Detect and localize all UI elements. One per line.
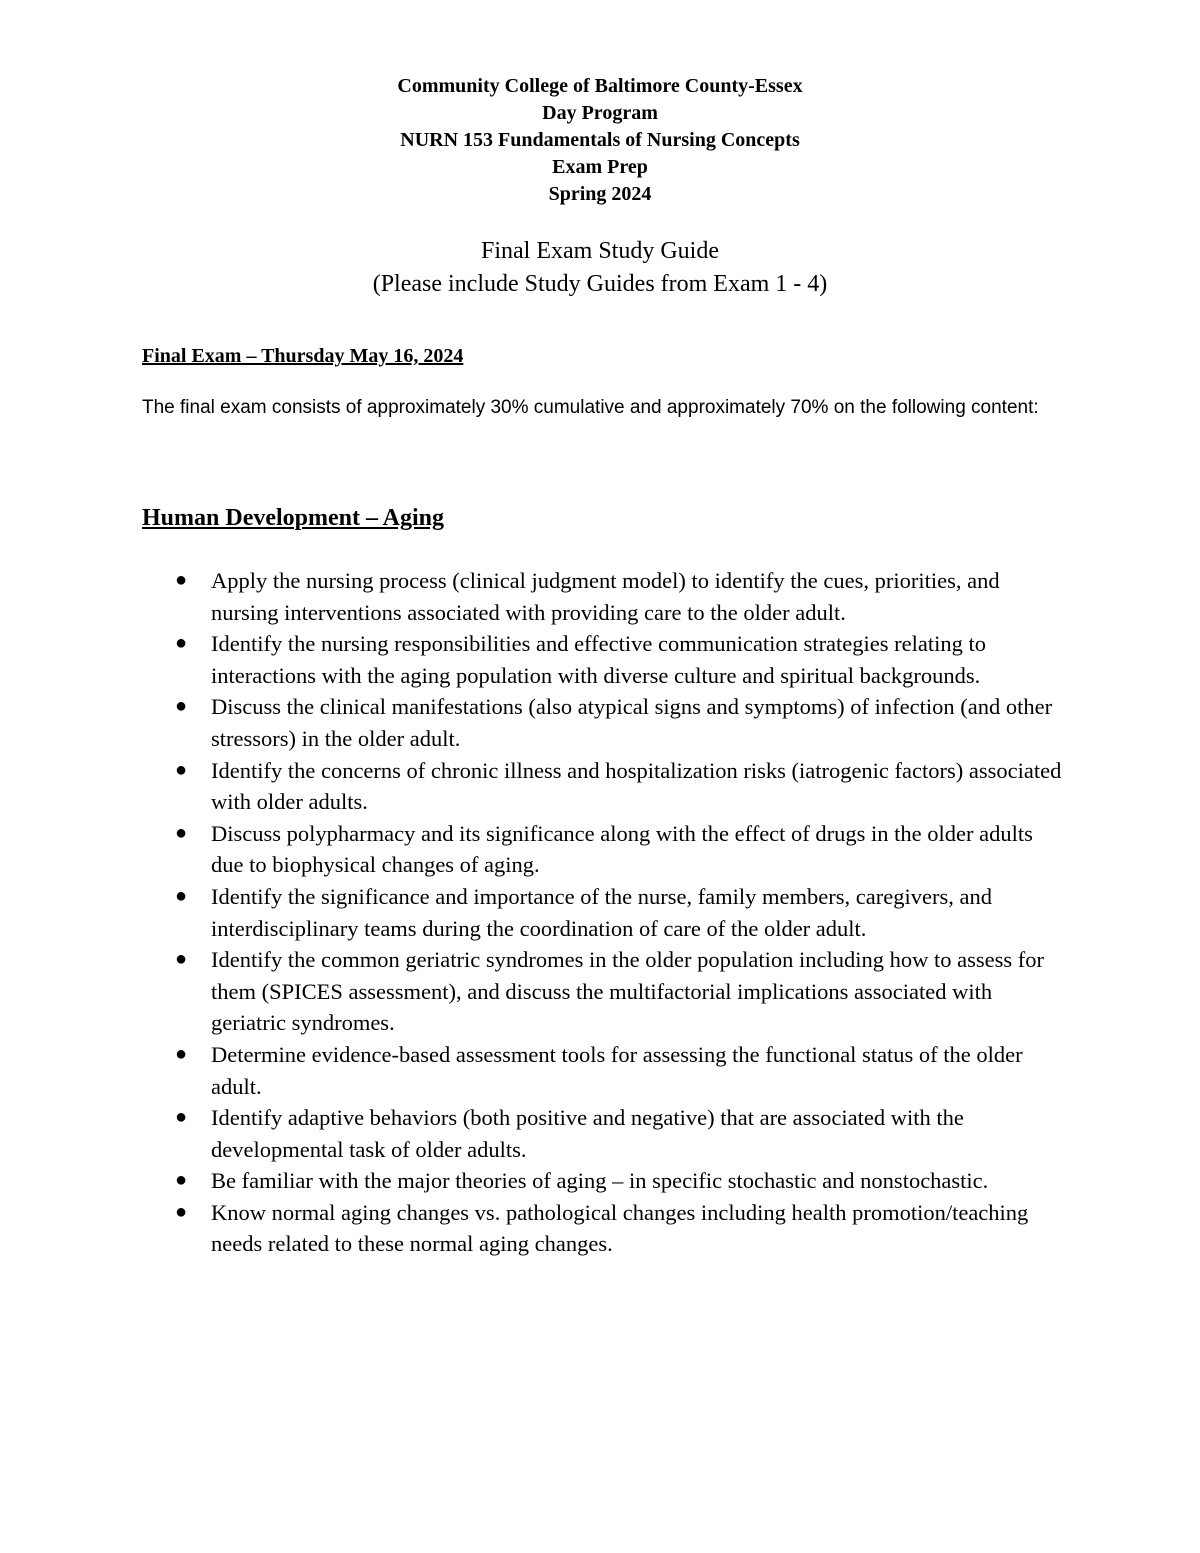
- section-heading: Human Development – Aging: [142, 505, 445, 531]
- bullet-dot-icon: ●: [175, 884, 188, 907]
- list-item: [142, 944, 1062, 1039]
- bullet-dot-icon: ●: [175, 632, 188, 655]
- institution-name: Community College of Baltimore County-Essex: [397, 75, 803, 97]
- program-name: Day Program: [542, 102, 658, 124]
- list-item: [142, 1039, 1062, 1102]
- document-header: [0, 73, 1200, 208]
- list-item-text: Identify the common geriatric syndromes in the older population including how to assess for them (SPICES assessment), and discuss the multifactorial implications associated with geriatric syndromes.: [211, 947, 1044, 1036]
- list-item: [142, 1165, 1062, 1197]
- list-item-text: Be familiar with the major theories of aging – in specific stochastic and nonstochastic.: [211, 1168, 989, 1194]
- objectives-list: [142, 565, 1062, 1260]
- list-item: [142, 565, 1062, 628]
- document-type: Exam Prep: [552, 156, 648, 178]
- bullet-dot-icon: ●: [175, 695, 188, 718]
- list-item: [142, 691, 1062, 754]
- title-block: [0, 235, 1200, 301]
- bullet-dot-icon: ●: [175, 1200, 188, 1223]
- list-item: [142, 881, 1062, 944]
- bullet-dot-icon: ●: [175, 758, 188, 781]
- page-title: Final Exam Study Guide: [481, 238, 719, 264]
- course-name: NURN 153 Fundamentals of Nursing Concepts: [400, 129, 800, 151]
- bullet-dot-icon: ●: [175, 1106, 188, 1129]
- list-item-text: Identify adaptive behaviors (both positive and negative) that are associated with the developmental task of older adults.: [211, 1105, 964, 1162]
- list-item: [142, 628, 1062, 691]
- intro-paragraph: The final exam consists of approximately 30% cumulative and approximately 70% on the following content:: [142, 397, 1039, 418]
- exam-date: Final Exam – Thursday May 16, 2024: [142, 345, 464, 367]
- bullet-dot-icon: ●: [175, 569, 188, 591]
- list-item-text: Identify the nursing responsibilities and effective communication strategies relating to interactions with the aging population with diverse culture and spiritual backgrounds.: [211, 631, 986, 688]
- list-item: [142, 1102, 1062, 1165]
- list-item-text: Know normal aging changes vs. pathological changes including health promotion/teaching needs related to these normal aging changes.: [211, 1199, 1029, 1257]
- list-item: [142, 1197, 1062, 1260]
- bullet-dot-icon: ●: [175, 1169, 188, 1192]
- list-item-text: Discuss polypharmacy and its significance along with the effect of drugs in the older adults due to biophysical changes of aging.: [211, 820, 1033, 878]
- list-item-text: Determine evidence-based assessment tools for assessing the functional status of the older adult.: [211, 1041, 1023, 1099]
- list-item: [142, 818, 1062, 881]
- page-subtitle: (Please include Study Guides from Exam 1 - 4): [372, 271, 828, 297]
- list-item-text: Identify the significance and importance of the nurse, family members, caregivers, and interdisciplinary teams during the coordination of care of the older adult.: [211, 883, 992, 941]
- list-item-text: Discuss the clinical manifestations (also atypical signs and symptoms) of infection (and other stressors) in the older adult.: [211, 694, 1053, 751]
- bullet-dot-icon: ●: [175, 948, 188, 971]
- list-item-text: Apply the nursing process (clinical judgment model) to identify the cues, priorities, and nursing interventions associated with providing care to the older adult.: [211, 568, 1000, 625]
- bullet-dot-icon: ●: [175, 821, 188, 844]
- list-item-text: Identify the concerns of chronic illness and hospitalization risks (iatrogenic factors) associated with older adults.: [211, 757, 1062, 815]
- bullet-dot-icon: ●: [175, 1042, 188, 1065]
- term: Spring 2024: [548, 183, 652, 205]
- list-item: [142, 755, 1062, 818]
